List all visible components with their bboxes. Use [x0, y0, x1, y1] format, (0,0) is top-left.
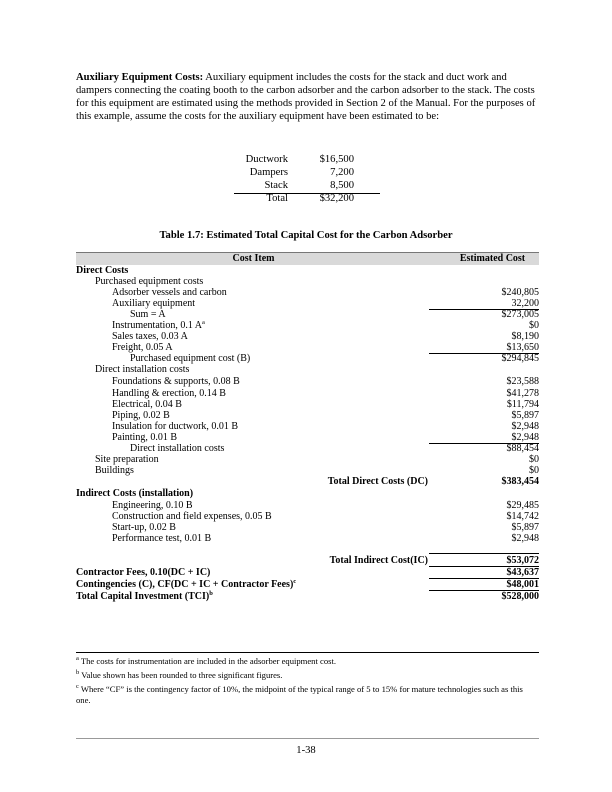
row-label: Buildings — [95, 464, 134, 476]
row-value: $528,000 — [501, 591, 539, 603]
row-value: $2,948 — [511, 533, 539, 545]
table-row — [76, 309, 539, 320]
footnote-mark: a — [202, 319, 205, 327]
aux-value: 8,500 — [330, 180, 354, 191]
row-label: Sales taxes, 0.03 A — [112, 331, 188, 343]
row-label: Foundations & supports, 0.08 B — [112, 376, 240, 388]
row-label — [112, 320, 205, 331]
row-value: 32,200 — [511, 298, 539, 310]
aux-row — [234, 193, 380, 206]
footnote — [76, 656, 538, 667]
table-row — [76, 443, 539, 454]
table-row — [76, 265, 539, 276]
table-row — [76, 331, 539, 342]
aux-value: $32,200 — [319, 193, 354, 204]
footnotes — [76, 656, 538, 706]
footnote-mark: c — [76, 683, 79, 690]
header-estimated-cost: Estimated Cost — [459, 253, 526, 264]
table-row — [76, 579, 539, 590]
table-row — [76, 353, 539, 364]
row-label: Direct installation costs — [130, 442, 225, 454]
row-value: $11,794 — [506, 398, 539, 410]
row-value: $23,588 — [506, 376, 539, 388]
row-label: Painting, 0.01 B — [112, 431, 178, 443]
footnote-mark: b — [76, 669, 80, 676]
row-value: $294,845 — [501, 353, 539, 365]
aux-total-rule — [234, 193, 380, 194]
footnote-mark: c — [293, 578, 297, 586]
table-row — [76, 591, 539, 602]
footnote-mark: b — [209, 590, 213, 598]
row-value: $41,278 — [506, 387, 539, 399]
intro-paragraph — [76, 71, 538, 123]
footnote-mark: a — [76, 655, 79, 662]
table-caption: Table 1.7: Estimated Total Capital Cost for the Carbon Adsorber — [159, 230, 453, 241]
table-row — [76, 410, 539, 421]
total-label: Total Indirect Cost(IC) — [329, 555, 428, 567]
capital-cost-table — [76, 265, 539, 602]
table-row — [76, 476, 539, 487]
table-row — [76, 567, 539, 578]
row-value: $0 — [529, 320, 539, 332]
row-label: Site preparation — [95, 453, 159, 465]
row-value: $273,005 — [501, 309, 539, 321]
row-value: $383,454 — [501, 475, 539, 487]
footnote-rule — [76, 652, 539, 653]
row-label: Start-up, 0.02 B — [112, 522, 176, 534]
intro-text: Auxiliary equipment includes the costs for the stack and duct work and dampers connecting the coating booth to the carbon adsorber and the carbon adsorber to the stack. The costs for this equipment are estimated using the methods provided in Section 2 of the Manual. For the purposes of this example, assume the costs for the auxiliary equipment have been estimated to be: — [76, 72, 536, 122]
aux-label: Total — [266, 193, 288, 204]
table-row — [76, 500, 539, 511]
table-row — [76, 533, 539, 544]
row-value: $8,190 — [511, 331, 539, 343]
table-row — [76, 465, 539, 476]
row-label: Indirect Costs (installation) — [76, 487, 194, 499]
aux-row — [234, 154, 380, 167]
row-value: $53,072 — [506, 555, 539, 567]
row-value: $88,454 — [506, 442, 539, 454]
row-label: Engineering, 0.10 B — [112, 499, 193, 511]
row-value: $14,742 — [506, 511, 539, 523]
table-row — [76, 555, 539, 566]
table-header — [76, 252, 539, 265]
row-value: $5,897 — [511, 522, 539, 534]
row-value: $240,805 — [501, 287, 539, 299]
table-row — [76, 298, 539, 309]
total-rule — [429, 553, 539, 554]
row-label: Sum = A — [130, 309, 166, 321]
row-value: $2,948 — [511, 431, 539, 443]
table-row — [76, 342, 539, 353]
row-value: $0 — [529, 464, 539, 476]
row-label-text: Contingencies (C), CF(DC + IC + Contractor Fees) — [76, 579, 294, 591]
row-value: $48,001 — [506, 579, 539, 591]
row-label: Handling & erection, 0.14 B — [112, 387, 226, 399]
row-label: Direct installation costs — [95, 364, 190, 376]
row-label-text: Total Capital Investment (TCI) — [76, 591, 210, 603]
table-row — [76, 421, 539, 432]
table-row — [76, 364, 539, 375]
total-label: Total Direct Costs (DC) — [327, 475, 428, 487]
row-label: Purchased equipment cost (B) — [130, 353, 251, 365]
row-label: Piping, 0.02 B — [112, 409, 170, 421]
row-label: Contractor Fees, 0.10(DC + IC) — [76, 567, 211, 579]
row-value: $2,948 — [511, 420, 539, 432]
footnote — [76, 670, 538, 681]
row-label — [76, 591, 213, 602]
row-value: $29,485 — [506, 499, 539, 511]
table-row — [76, 511, 539, 522]
aux-label: Stack — [264, 180, 288, 191]
table-row — [76, 376, 539, 387]
table-row — [76, 432, 539, 443]
row-label: Purchased equipment costs — [95, 276, 204, 288]
row-label: Freight, 0.05 A — [112, 342, 173, 354]
row-label-text: Instrumentation, 0.1 A — [112, 320, 202, 332]
table-row — [76, 287, 539, 298]
aux-value: 7,200 — [330, 167, 354, 178]
row-label: Performance test, 0.01 B — [112, 533, 212, 545]
row-value: $0 — [529, 453, 539, 465]
row-label: Adsorber vessels and carbon — [112, 287, 227, 299]
aux-label: Ductwork — [245, 154, 288, 165]
page-number: 1-38 — [296, 745, 316, 756]
table-row — [76, 488, 539, 499]
aux-value: $16,500 — [319, 154, 354, 165]
table-row — [76, 320, 539, 331]
table-row — [76, 276, 539, 287]
footnote — [76, 684, 538, 706]
row-value: $43,637 — [506, 567, 539, 579]
row-label: Electrical, 0.04 B — [112, 398, 182, 410]
intro-lead: Auxiliary Equipment Costs: — [76, 72, 204, 83]
table-row — [76, 522, 539, 533]
table-row — [76, 399, 539, 410]
row-label: Direct Costs — [76, 265, 129, 276]
header-cost-item: Cost Item — [232, 253, 275, 264]
footnote-text: Where “CF” is the contingency factor of 10%, the midpoint of the typical range of 5 to 15% for mature technologies such as this one. — [76, 684, 523, 705]
table-row — [76, 388, 539, 399]
footer-rule — [76, 738, 539, 739]
row-value: $5,897 — [511, 409, 539, 421]
row-label: Auxiliary equipment — [112, 298, 196, 310]
aux-row — [234, 180, 380, 193]
footnote-text: The costs for instrumentation are included in the adsorber equipment cost. — [78, 656, 336, 666]
auxiliary-cost-table — [234, 154, 380, 206]
aux-row — [234, 167, 380, 180]
footnote-text: Value shown has been rounded to three significant figures. — [79, 670, 283, 680]
row-label — [76, 579, 296, 590]
row-label: Construction and field expenses, 0.05 B — [112, 511, 272, 523]
row-value: $13,650 — [506, 342, 539, 354]
aux-label: Dampers — [249, 167, 288, 178]
row-label: Insulation for ductwork, 0.01 B — [112, 420, 239, 432]
table-row — [76, 454, 539, 465]
